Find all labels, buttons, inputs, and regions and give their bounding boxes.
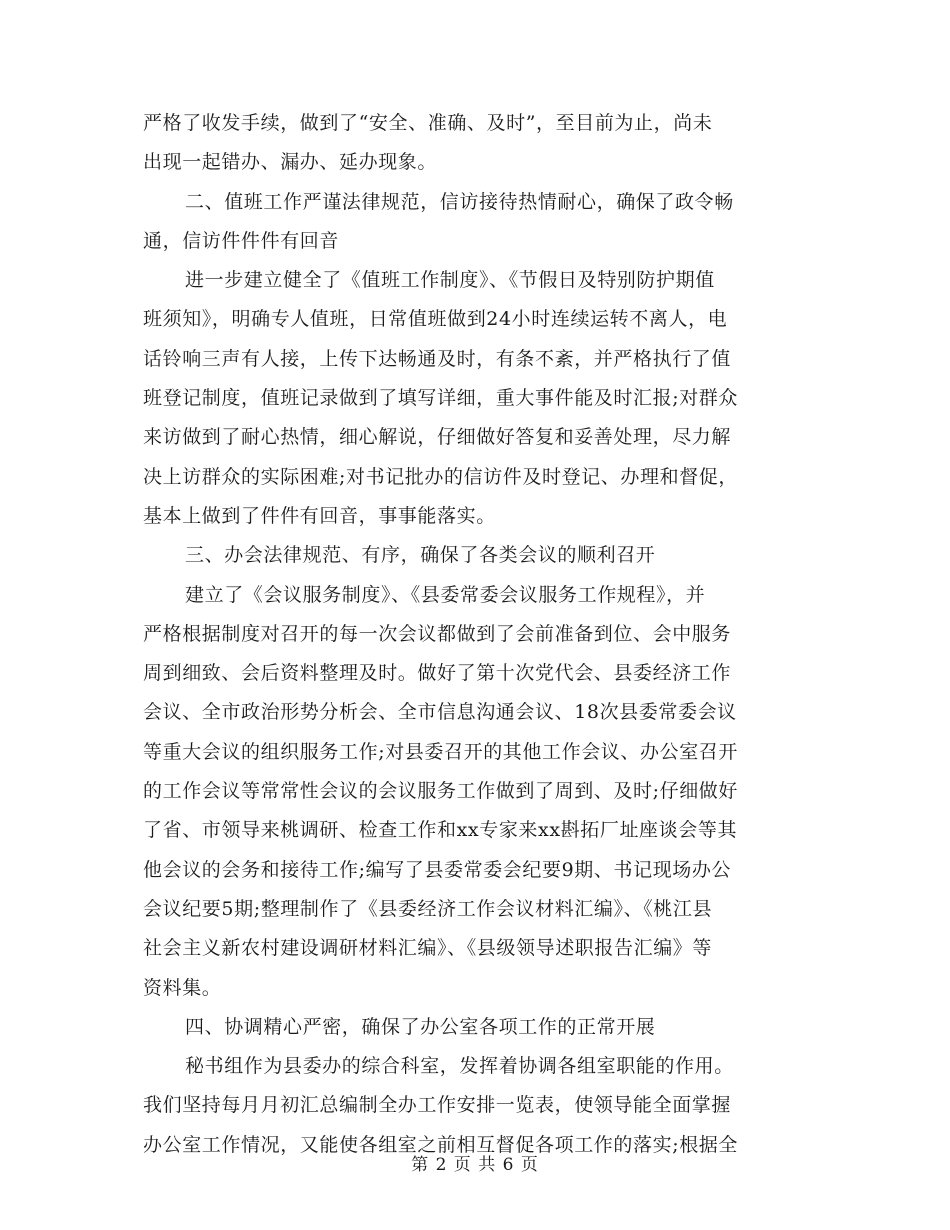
text-line: 了省、市领导来桃调研、检查工作和xx专家来xx斟拓厂址座谈会等其: [143, 819, 738, 842]
text-line: 资料集。: [143, 976, 222, 999]
text-line: 严格根据制度对召开的每一次会议都做到了会前准备到位、会中服务: [143, 622, 732, 645]
text-line: 他会议的会务和接待工作;编写了县委常委会纪要9期、书记现场办公: [143, 858, 732, 881]
text-line: 会议、全市政治形势分析会、全市信息沟通会议、18次县委常委会议: [143, 701, 737, 724]
page-number: 第 2 页 共 6 页: [411, 1155, 539, 1175]
paragraph-first-line: 四、协调精心严密，确保了办公室各项工作的正常开展: [185, 1015, 656, 1038]
text-line: 班登记制度，值班记录做到了填写详细，重大事件能及时汇报;对群众: [143, 387, 739, 410]
text-line: 严格了收发手续，做到了“安全、准确、及时”，至目前为止，尚未: [143, 112, 713, 134]
text-line: 办公室工作情况，又能使各组室之前相互督促各项工作的落实;根据全: [143, 1133, 739, 1156]
text-line: 话铃响三声有人接，上传下达畅通及时，有条不紊，并严格执行了值: [143, 347, 732, 370]
paragraph-first-line: 进一步建立健全了《值班工作制度》、《节假日及特别防护期值: [185, 269, 715, 292]
text-line: 社会主义新农村建设调研材料汇编》、《县级领导述职报告汇编》等: [143, 937, 713, 960]
text-line: 周到细致、会后资料整理及时。做好了第十次党代会、县委经济工作: [143, 662, 732, 685]
paragraph-first-line: 建立了《会议服务制度》、《县委常委会议服务工作规程》，并: [185, 583, 706, 606]
text-line: 决上访群众的实际困难;对书记批办的信访件及时登记、办理和督促，: [143, 465, 739, 488]
text-line: 我们坚持每月月初汇总编制全办工作安排一览表，使领导能全面掌握: [143, 1094, 732, 1117]
paragraph-first-line: 三、办会法律规范、有序，确保了各类会议的顺利召开: [185, 544, 656, 567]
text-line: 等重大会议的组织服务工作;对县委召开的其他工作会议、办公室召开: [143, 740, 739, 763]
text-line: 的工作会议等常常性会议的会议服务工作做到了周到、及时;仔细做好: [143, 780, 739, 803]
paragraph-first-line: 二、值班工作严谨法律规范，信访接待热情耐心，确保了政令畅: [185, 190, 734, 213]
paragraph-first-line: 秘书组作为县委办的综合科室，发挥着协调各组室职能的作用。: [185, 1055, 734, 1078]
text-line: 班须知》，明确专人值班，日常值班做到24小时连续运转不离人，电: [143, 308, 728, 331]
text-line: 出现一起错办、漏办、延办现象。: [143, 151, 438, 174]
text-line: 会议纪要5期;整理制作了《县委经济工作会议材料汇编》、《桃江县: [143, 897, 713, 920]
document-body: [143, 104, 807, 1165]
text-line: 通，信访件件件有回音: [143, 229, 340, 252]
text-line: 来访做到了耐心热情，细心解说，仔细做好答复和妥善处理，尽力解: [143, 426, 732, 449]
text-line: 基本上做到了件件有回音，事事能落实。: [143, 504, 496, 527]
